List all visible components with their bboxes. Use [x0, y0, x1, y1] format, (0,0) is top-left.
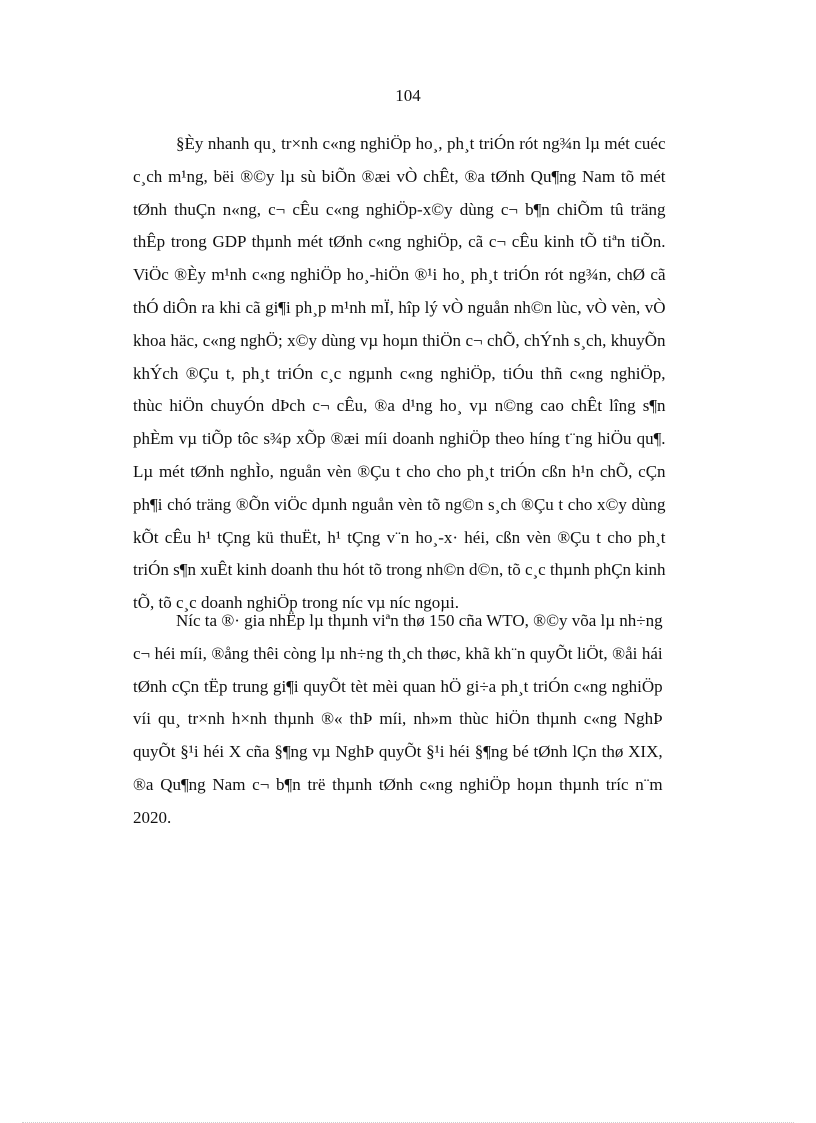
text-line: tØnh thuÇn n«ng, c¬ cÊu c«ng nghiÖp-x©y dùng c¬ b¶n chiÕm tû träng	[133, 199, 666, 219]
text-line: c¬ héi míi, ®ång thêi còng lµ nh÷ng th¸ch thøc, khã kh¨n quyÕt liÖt, ®åi hái	[133, 643, 663, 663]
text-line: triÓn s¶n xuÊt kinh doanh thu hót tõ trong nh©n d©n, tõ c¸c thµnh phÇn kinh	[133, 560, 666, 580]
text-line: khÝch ®Çu t, ph¸t triÓn c¸c ngµnh c«ng nghiÖp, tiÓu thñ c«ng nghiÖp,	[133, 363, 666, 383]
text-line: thÊp trong GDP thµnh mét tØnh c«ng nghiÖp, cã c¬ cÊu kinh tÕ tiªn tiÕn.	[133, 232, 666, 252]
text-line: víi qu¸ tr×nh h×nh thµnh ®« thÞ míi, nh»m thùc hiÖn thµnh c«ng NghÞ	[133, 709, 663, 729]
text-line: 2020.	[133, 807, 172, 827]
text-line: quyÕt §¹i héi X cña §¶ng vµ NghÞ quyÕt §¹i héi §¶ng bé tØnh lÇn thø XIX,	[133, 742, 663, 762]
text-line: khoa häc, c«ng nghÖ; x©y dùng vµ hoµn thiÖn c¬ chÕ, chÝnh s¸ch, khuyÕn	[133, 330, 666, 350]
text-line: tØnh cÇn tËp trung gi¶i quyÕt tèt mèi quan hÖ gi÷a ph¸t triÓn c«ng nghiÖp	[133, 676, 663, 696]
text-line: ViÖc ®Èy m¹nh c«ng nghiÖp ho¸-hiÖn ®¹i ho¸ ph¸t triÓn rót ng¾n, chØ cã	[133, 265, 666, 285]
text-line: Níc ta ®· gia nhËp lµ thµnh viªn thø 150 cña WTO, ®©y võa lµ nh÷ng	[176, 611, 663, 630]
paragraph-1	[133, 128, 666, 620]
text-line: tÕ, tõ c¸c doanh nghiÖp trong níc vµ níc ngoµi.	[133, 593, 460, 613]
text-line: ph¶i chó träng ®Õn viÖc dµnh nguån vèn tõ ng©n s¸ch ®Çu t cho x©y dùng	[133, 494, 666, 514]
text-line: thùc hiÖn chuyÓn dÞch c¬ cÊu, ®a d¹ng ho¸ vµ n©ng cao chÊt lîng s¶n	[133, 396, 666, 416]
text-line: c¸ch m¹ng, bëi ®©y lµ sù biÕn ®æi vÒ chÊt, ®a tØnh Qu¶ng Nam tõ mét	[133, 166, 666, 186]
text-line: §Èy nhanh qu¸ tr×nh c«ng nghiÖp ho¸, ph¸t triÓn rót ng¾n lµ mét cuéc	[176, 134, 666, 153]
text-line: phÈm vµ tiÕp tôc s¾p xÕp ®æi míi doanh nghiÖp theo híng t¨ng hiÖu qu¶.	[133, 429, 666, 449]
text-line: ®a Qu¶ng Nam c¬ b¶n trë thµnh tØnh c«ng nghiÖp hoµn thµnh tríc n¨m	[133, 774, 663, 794]
paragraph-2	[133, 605, 663, 835]
text-line: Lµ mét tØnh nghÌo, nguån vèn ®Çu t cho cho ph¸t triÓn cßn h¹n chÕ, cÇn	[133, 461, 666, 481]
text-line: thÓ diÔn ra khi cã gi¶i ph¸p m¹nh mÏ, hîp lý vÒ nguån nh©n lùc, vÒ vèn, vÒ	[133, 297, 666, 317]
text-line: kÕt cÊu h¹ tÇng kü thuËt, h¹ tÇng v¨n ho¸-x· héi, cßn vèn ®Çu t cho ph¸t	[133, 527, 666, 547]
page-number: 104	[395, 86, 421, 105]
